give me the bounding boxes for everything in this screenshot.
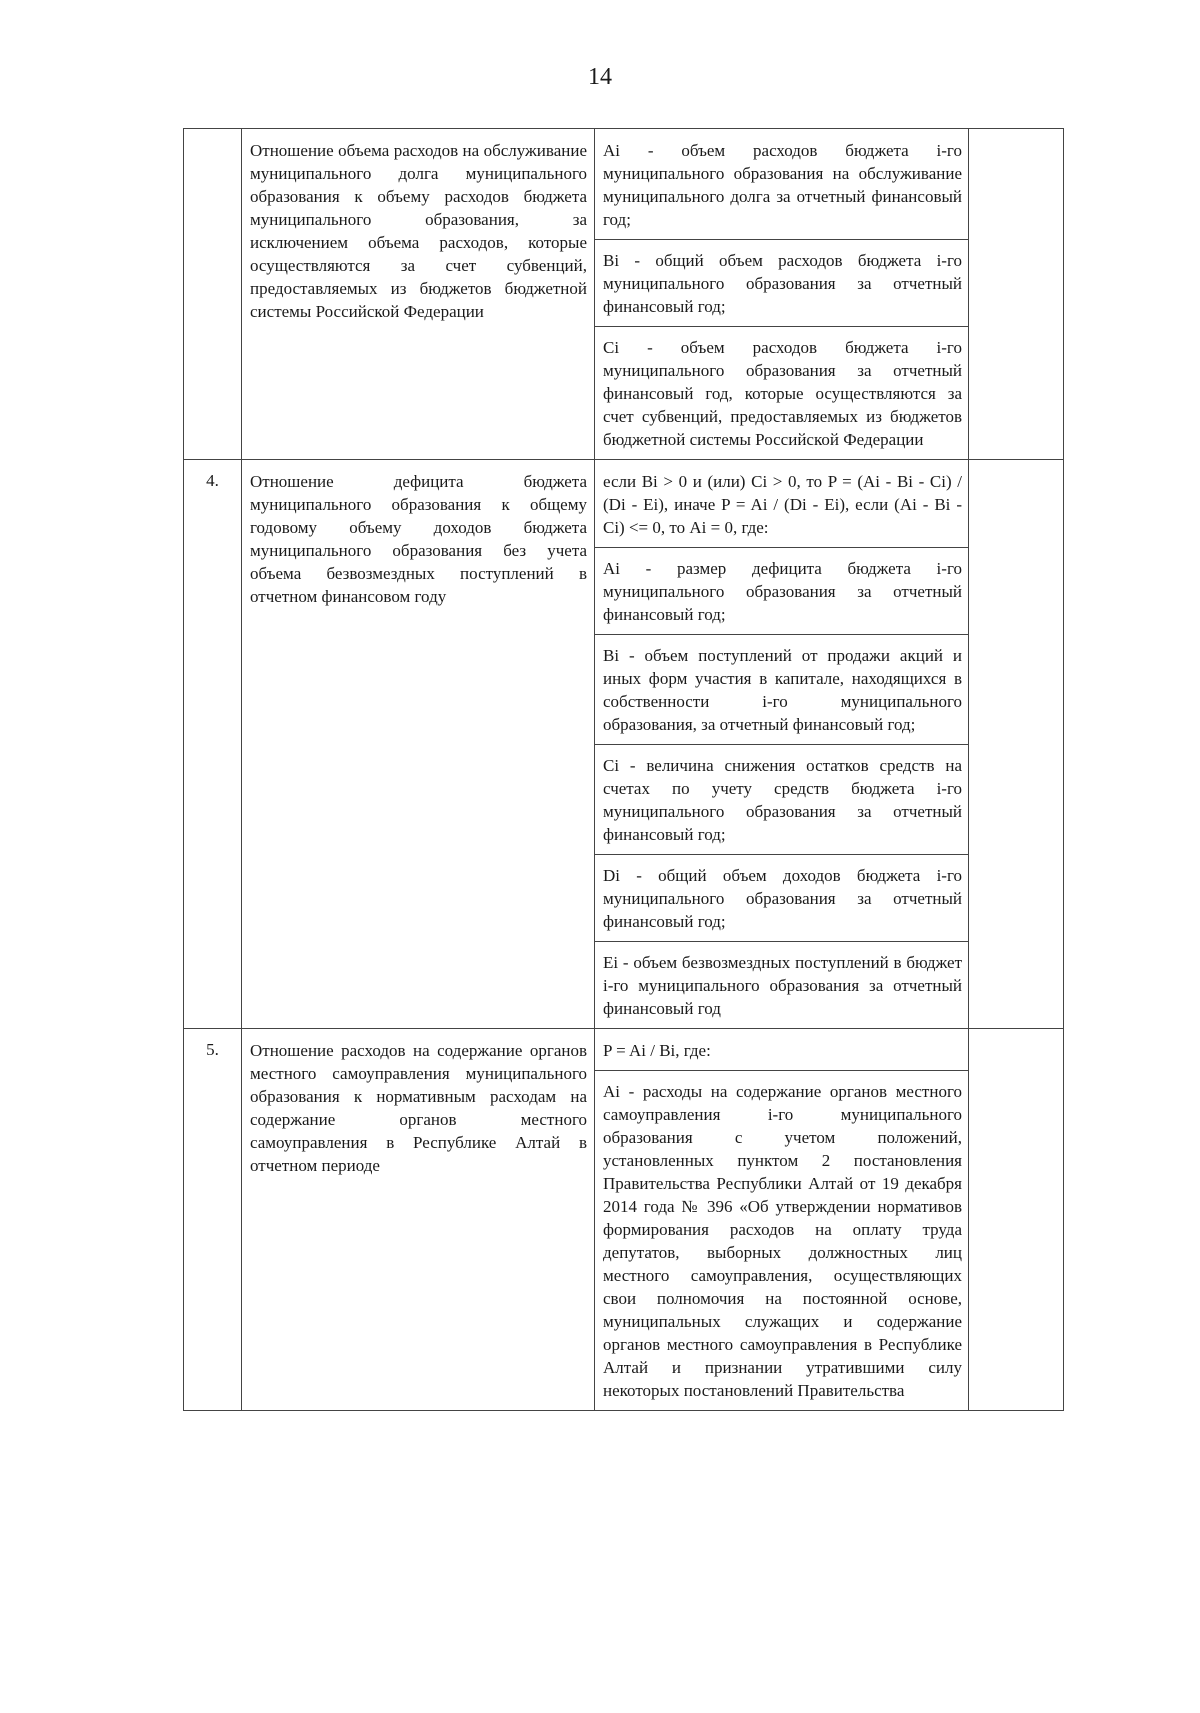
definition: Ai - размер дефицита бюджета i-го муниципального образования за отчетный финансовый год; xyxy=(595,548,968,635)
empty-cell xyxy=(969,460,1064,1029)
definition: Ci - объем расходов бюджета i-го муниципального образования за отчетный финансовый год, которые осуществляются за счет субвенций, предоставляемых из бюджетов бюджетной системы Российской Федерации xyxy=(603,338,962,449)
table-row xyxy=(184,460,1064,1029)
definitions-cell xyxy=(595,129,969,460)
table-row xyxy=(184,129,1064,460)
indicator-description: Отношение объема расходов на обслуживание муниципального долга муниципального образования к объему расходов бюджета муниципального образования, за исключением объема расходов, которые осуществляются за счет субвенций, предоставляемых из бюджетов бюджетной системы Российской Федерации xyxy=(242,129,595,460)
indicator-description: Отношение дефицита бюджета муниципального образования к общему годовому объему доходов бюджета муниципального образования без учета объема безвозмездных поступлений в отчетном финансовом году xyxy=(242,460,595,1029)
row-number: 4. xyxy=(184,460,242,1029)
formula: P = Ai / Bi, где: xyxy=(595,1029,968,1071)
empty-cell xyxy=(969,129,1064,460)
definition: Di - общий объем доходов бюджета i-го муниципального образования за отчетный финансовый год; xyxy=(595,855,968,942)
definition: Bi - объем поступлений от продажи акций и иных форм участия в капитале, находящихся в собственности i-го муниципального образования, за отчетный финансовый год; xyxy=(595,635,968,745)
definitions-cell xyxy=(595,460,969,1029)
indicators-table xyxy=(183,128,1064,1411)
definition: Ai - объем расходов бюджета i-го муниципального образования на обслуживание муниципального долга за отчетный финансовый год; xyxy=(595,129,968,240)
row-number xyxy=(184,129,242,460)
definition: Ci - величина снижения остатков средств на счетах по учету средств бюджета i-го муниципального образования за отчетный финансовый год; xyxy=(595,745,968,855)
definition: Ei - объем безвозмездных поступлений в бюджет i-го муниципального образования за отчетный финансовый год xyxy=(603,953,962,1018)
page-number: 14 xyxy=(588,64,612,90)
empty-cell xyxy=(969,1029,1064,1411)
definition: Ai - расходы на содержание органов местного самоуправления i-го муниципального образования с учетом положений, установленных пунктом 2 постановления Правительства Республики Алтай от 19 декабря 2014 года № 396 «Об утверждении нормативов формирования расходов на оплату труда депутатов, выборных должностных лиц местного самоуправления, осуществляющих свои полномочия на постоянной основе, муниципальных служащих и содержание органов местного самоуправления в Республике Алтай и признании утратившими силу некоторых постановлений Правительства xyxy=(603,1082,962,1400)
definitions-cell xyxy=(595,1029,969,1411)
row-number: 5. xyxy=(184,1029,242,1411)
definition: Bi - общий объем расходов бюджета i-го муниципального образования за отчетный финансовый год; xyxy=(595,240,968,327)
table-row xyxy=(184,1029,1064,1411)
formula: если Bi > 0 и (или) Ci > 0, то P = (Ai - Bi - Ci) / (Di - Ei), иначе P = Ai / (Di - Ei), если (Ai - Bi - Ci) <= 0, то Ai = 0, где: xyxy=(595,460,968,548)
indicator-description: Отношение расходов на содержание органов местного самоуправления муниципального образования к нормативным расходам на содержание органов местного самоуправления в Республике Алтай в отчетном периоде xyxy=(242,1029,595,1411)
